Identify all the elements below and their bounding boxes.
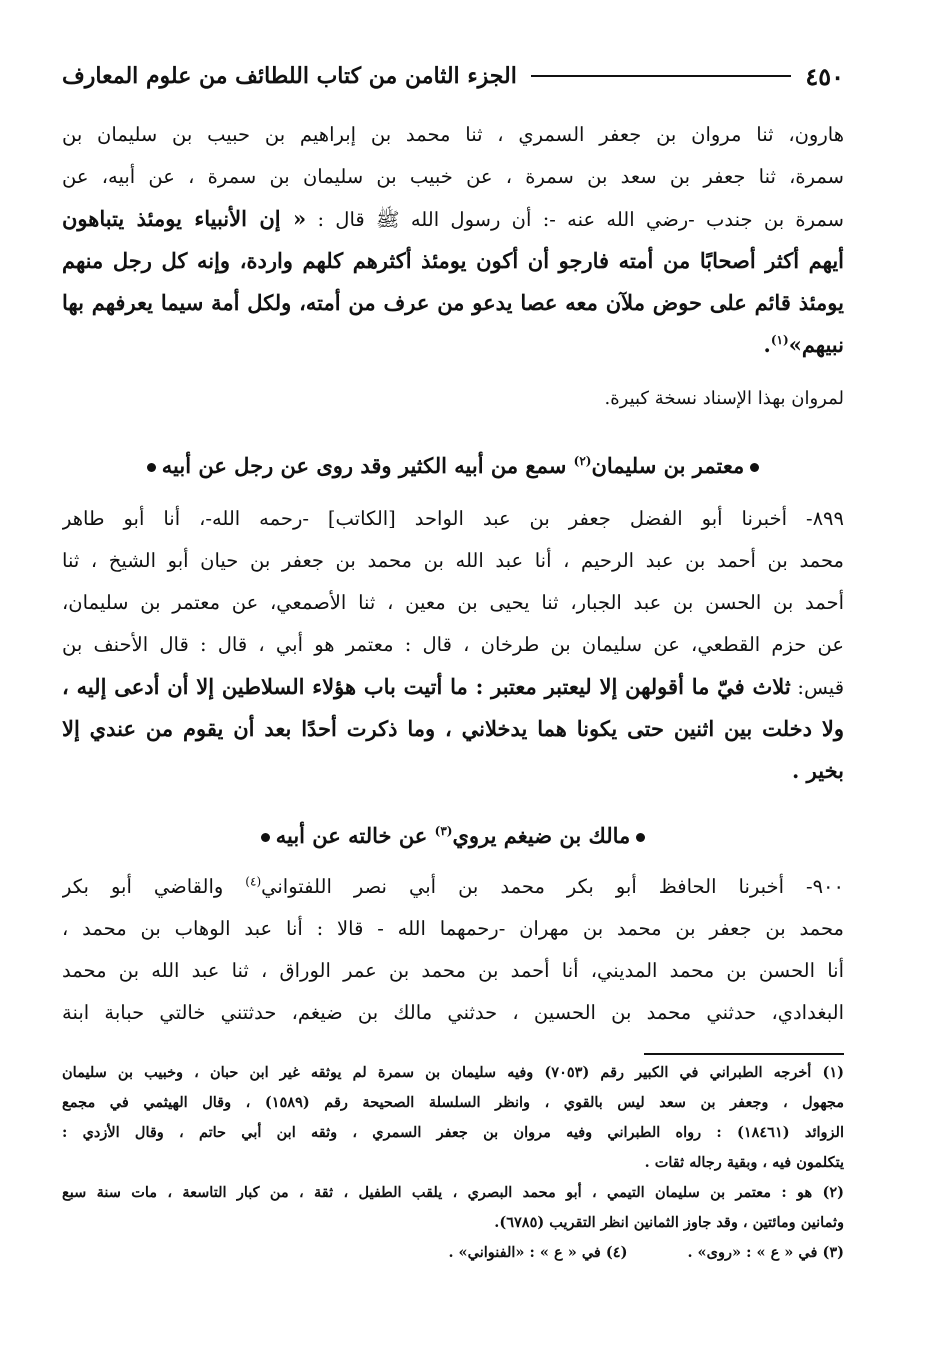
footnotes xyxy=(62,1058,844,1268)
section-heading-1 xyxy=(62,446,844,486)
header-rule xyxy=(531,75,792,77)
text-line: محمد بن أحمد بن عبد الرحيم ، أنا عبد الله بن محمد بن جعفر بن حيان أبو الشيخ ، ثنا xyxy=(62,549,844,572)
heading-text: عن خالته عن أبيه xyxy=(275,823,428,848)
hadith-text: « إن الأنبياء يومئذ يتباهون xyxy=(62,206,307,231)
text-span: والقاضي أبو بكر xyxy=(62,875,224,898)
text-line: عن حزم القطعي، عن سليمان بن طرخان ، قال : معتمر هو أبي ، قال : قال الأحنف بن xyxy=(62,633,844,656)
period: . xyxy=(763,332,771,357)
footnote-line: (١) أخرجه الطبراني في الكبير رقم (٧٠٥٣) وفيه سليمان بن سمرة لم يوثقه غير ابن حبان ، وخبيب بن سليمان xyxy=(62,1064,844,1081)
text-span: ٩٠٠- أخبرنا الحافظ أبو بكر محمد بن أبي نصر اللفتواني xyxy=(261,875,844,898)
text-span: قيس: xyxy=(797,676,844,699)
text-line: ٨٩٩- أخبرنا أبو الفضل جعفر بن عبد الواحد [الكاتب] -رحمه الله-، أنا أبو طاهر xyxy=(62,507,844,530)
text-line: أنا الحسن بن محمد المديني، أنا أحمد بن محمد بن عمر الوراق ، ثنا عبد الله بن محمد xyxy=(62,959,844,982)
footnote-4: (٤) في « ع » : «الفنواني» . xyxy=(448,1244,628,1261)
footnote-line: وثمانين ومائتين ، وقد جاوز الثمانين انظر التقريب (٦٧٨٥). xyxy=(494,1214,844,1231)
heading-text: مالك بن ضيغم يروي xyxy=(452,823,631,848)
quote-text: ثلاث فيّ ما أقولهن إلا ليعتبر معتبر : ما أتيت باب هؤلاء السلاطين إلا أن أدعى إليه ، xyxy=(62,674,791,699)
text-line: محمد بن جعفر بن محمد بن مهران -رحمهما الله - قالا : أنا عبد الوهاب بن محمد ، xyxy=(62,917,844,940)
text-line xyxy=(62,866,844,908)
bullet-icon xyxy=(636,833,645,842)
text-line: هارون، ثنا مروان بن جعفر السمري ، ثنا محمد بن إبراهيم بن حبيب بن سليمان بن xyxy=(62,123,844,146)
section-heading-2 xyxy=(62,816,844,856)
footnote-ref: (٤) xyxy=(245,874,262,889)
footnote-row xyxy=(62,1238,844,1268)
paragraph-899 xyxy=(62,498,844,792)
footnote-ref: (١) xyxy=(770,333,789,347)
hadith-line: أيهم أكثر أصحابًا من أمته فارجو أن أكون يومئذ أكثرهم كلهم واردة، وإنه كل رجل منهم xyxy=(62,248,844,273)
footnote-line: مجهول ، وجعفر بن سعد ليس بالقوي ، وانظر السلسلة الصحيحة رقم (١٥٨٩) ، وقال الهيثمي في مجمع xyxy=(62,1094,844,1111)
text-line xyxy=(62,198,844,240)
heading-text: سمع من أبيه الكثير وقد روى عن رجل عن أبيه xyxy=(161,453,567,478)
text-span: سمرة بن جندب -رضي الله عنه -: أن رسول الله ﷺ قال : xyxy=(317,208,844,231)
paragraph-1 xyxy=(62,114,844,366)
note-line: لمروان بهذا الإسناد نسخة كبيرة. xyxy=(604,388,844,409)
hadith-line xyxy=(62,324,844,366)
bullet-icon xyxy=(261,833,270,842)
footnote-line: يتكلمون فيه ، وبقية رجاله ثقات . xyxy=(644,1154,844,1171)
footnote-line: الزوائد (١٨٤٦١) : رواه الطبراني وفيه مروان بن جعفر السمري ، وثقه ابن أبي حاتم ، وقال الأزدي : xyxy=(62,1124,844,1141)
footnote-ref: (٣) xyxy=(434,824,453,838)
hadith-line: يومئذ قائم على حوض ملآن معه عصا يدعو من عرف من أمته، ولكل أمة سيما يعرفهم بها xyxy=(62,290,844,315)
page-number: ٤٥٠ xyxy=(805,61,844,91)
hadith-end: نبيهم» xyxy=(788,332,844,357)
footnote-rule xyxy=(644,1053,844,1055)
footnote-3: (٣) في « ع » : «روى» . xyxy=(687,1244,844,1261)
heading-text: معتمر بن سليمان xyxy=(591,453,745,478)
bullet-icon xyxy=(750,463,759,472)
running-title: الجزء الثامن من كتاب اللطائف من علوم المعارف xyxy=(62,63,517,89)
quote-line: بخير . xyxy=(792,758,844,783)
paragraph-900 xyxy=(62,866,844,1034)
bullet-icon xyxy=(147,463,156,472)
text-line: سمرة، ثنا جعفر بن سعد بن سمرة ، عن خبيب بن سليمان بن سمرة ، عن أبيه، عن xyxy=(62,165,844,188)
footnote-line: (٢) هو : معتمر بن سليمان التيمي ، أبو محمد البصري ، يلقب الطفيل ، ثقة ، من كبار التاسعة ، مات سنة سبع xyxy=(62,1184,844,1201)
footnote-ref: (٢) xyxy=(573,454,592,468)
page-header xyxy=(62,58,844,94)
text-line: البغدادي، حدثني محمد بن الحسين ، حدثني مالك بن ضيغم، حدثتني خالتي حبابة ابنة xyxy=(62,1001,844,1024)
text-line xyxy=(62,666,844,708)
text-line: أحمد بن الحسن بن عبد الجبار، ثنا يحيى بن معين ، ثنا الأصمعي، عن معتمر بن سليمان، xyxy=(62,591,844,614)
quote-line: ولا دخلت بين اثنين حتى يكونا هما يدخلاني ، وما ذكرت أحدًا بعد أن يقوم من عندي إلا xyxy=(62,716,844,741)
